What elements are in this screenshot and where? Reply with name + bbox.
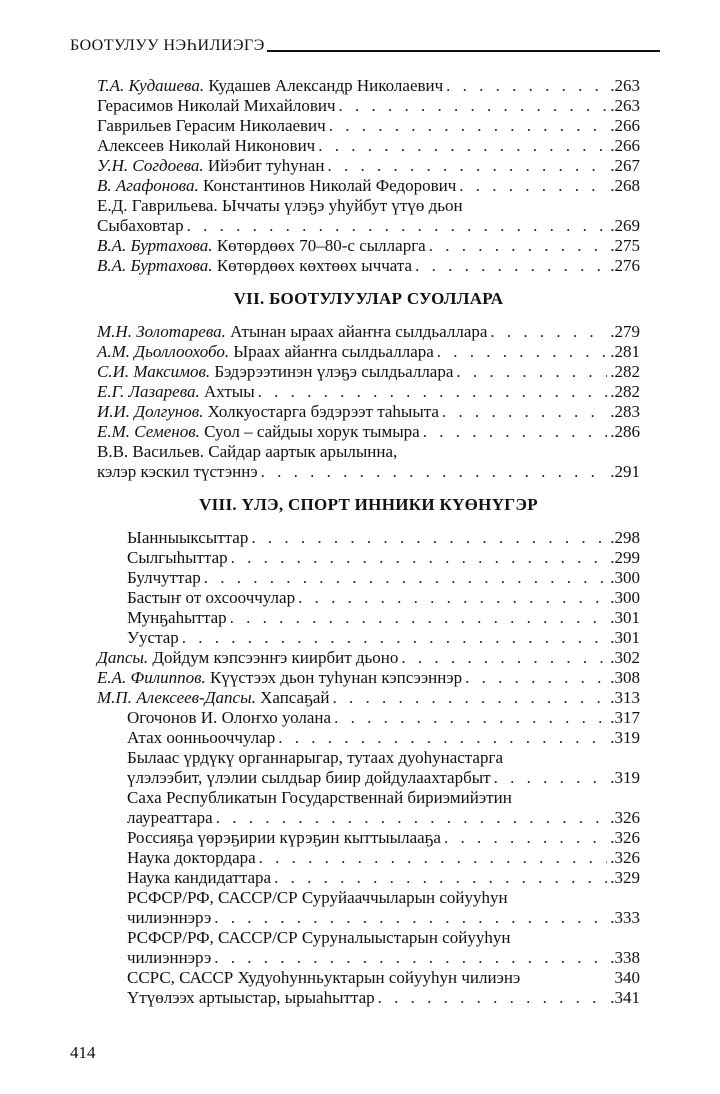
entry-title: Сыбаховтар: [97, 216, 184, 235]
entry-page: .263: [610, 76, 640, 95]
entry-author: В. Агафонова.: [97, 176, 199, 195]
entry-text: [127, 908, 211, 928]
entry-line: [97, 116, 640, 136]
toc-entry: [97, 236, 640, 256]
entry-author: Е.А. Филиппов.: [97, 668, 206, 687]
dot-leader: [258, 382, 608, 402]
toc-entry: [97, 528, 640, 548]
toc-entry: [97, 828, 640, 848]
entry-line: [97, 342, 640, 362]
entry-line: [97, 256, 640, 276]
dot-leader: [334, 708, 607, 728]
entry-title: Бастыҥ от охсооччулар: [127, 588, 296, 607]
toc-entry: [97, 708, 640, 728]
entry-page: .308: [610, 668, 640, 687]
toc-entry: [97, 968, 640, 988]
entry-text: [97, 462, 258, 482]
entry-text: [97, 176, 456, 196]
toc-entry: [97, 382, 640, 402]
entry-page: .333: [610, 908, 640, 927]
entry-line: [97, 568, 640, 588]
entry-line: [97, 708, 640, 728]
toc-entry: [97, 362, 640, 382]
entry-text: [97, 648, 398, 668]
dot-leader: [446, 76, 607, 96]
entry-text: [127, 948, 211, 968]
dot-leader: [259, 848, 608, 868]
entry-title: Бэдэрээтинэн үлэҕэ сылдьаллара: [214, 362, 454, 381]
section-title-vii: VII. БООТУЛУУЛАР СУОЛЛАРА: [233, 289, 504, 308]
entry-text: [127, 608, 227, 628]
entry-text: [127, 528, 248, 548]
toc-entry: [97, 608, 640, 628]
entry-title: РСФСР/РФ, САССР/СР Суруналыыстарын сойууһун: [127, 928, 511, 947]
toc-entry: [97, 848, 640, 868]
entry-page: .267: [610, 156, 640, 175]
entry-page: .319: [610, 728, 640, 747]
entry-page: .282: [610, 362, 640, 381]
entry-text: [97, 116, 326, 136]
dot-leader: [339, 96, 608, 116]
entry-title: Россияҕа үөрэҕирии күрэҕин кыттыылааҕа: [127, 828, 441, 847]
toc-entry: [97, 888, 640, 928]
dot-leader: [423, 422, 608, 442]
entry-line: [97, 988, 640, 1008]
entry-page: .299: [610, 548, 640, 567]
entry-text: [97, 156, 324, 176]
entry-page: .341: [610, 988, 640, 1007]
entry-line: [97, 156, 640, 176]
entry-line: [97, 608, 640, 628]
toc-entry: [97, 256, 640, 276]
toc-entry: [97, 588, 640, 608]
entry-line: [97, 628, 640, 648]
dot-leader: [214, 908, 607, 928]
entry-author: Е.Г. Лазарева.: [97, 382, 200, 401]
dot-leader: [429, 236, 608, 256]
entry-line: [97, 668, 640, 688]
entry-text: [97, 362, 453, 382]
toc-entry: [97, 116, 640, 136]
entry-title: Ыраах айаҥҥа сылдьаллара: [233, 342, 434, 361]
entry-title: Үтүөлээх артыыстар, ырыаһыттар: [127, 988, 375, 1007]
entry-line: [97, 928, 640, 948]
dot-leader: [459, 176, 607, 196]
toc-entry: [97, 568, 640, 588]
entry-text: [97, 76, 443, 96]
entry-title: чилиэннэрэ: [127, 948, 212, 967]
entry-text: [127, 768, 491, 788]
entry-text: [97, 136, 315, 156]
entry-title: Наука доктордара: [127, 848, 256, 867]
entry-title: Суол – сайдыы хорук тымыра: [204, 422, 420, 441]
entry-author: Дапсы.: [97, 648, 149, 667]
dot-leader: [318, 136, 607, 156]
entry-page: .275: [610, 236, 640, 255]
entry-line: [97, 788, 640, 808]
entry-line: [97, 236, 640, 256]
dot-leader: [327, 156, 607, 176]
entry-line: [97, 422, 640, 442]
entry-line: [97, 442, 640, 462]
entry-line: [97, 528, 640, 548]
entry-page: .266: [610, 136, 640, 155]
entry-title: Константинов Николай Федорович: [202, 176, 457, 195]
entry-text: [127, 848, 256, 868]
entry-author: Е.М. Семенов.: [97, 422, 200, 441]
entry-page: .329: [610, 868, 640, 887]
dot-leader: [278, 728, 607, 748]
toc-entry: [97, 156, 640, 176]
entry-text: [127, 588, 295, 608]
entry-author: М.Н. Золотарева.: [97, 322, 226, 341]
entry-line: [97, 588, 640, 608]
toc-block-3: [97, 528, 640, 1008]
entry-text: [97, 196, 463, 215]
toc-entry: [97, 548, 640, 568]
entry-author: С.И. Максимов.: [97, 362, 211, 381]
entry-author: М.П. Алексеев-Дапсы.: [97, 688, 256, 707]
entry-text: [127, 928, 510, 947]
entry-title: Холкуостарга бэдэрээт таһыыта: [207, 402, 439, 421]
toc-entry: [97, 928, 640, 968]
entry-line: [97, 382, 640, 402]
toc-entry: [97, 988, 640, 1008]
entry-text: [127, 568, 201, 588]
entry-page: 340: [614, 968, 640, 987]
entry-title: Атах оонньооччулар: [127, 728, 276, 747]
entry-page: .286: [610, 422, 640, 441]
toc-entry: [97, 728, 640, 748]
entry-page: .326: [610, 828, 640, 847]
entry-page: .269: [610, 216, 640, 235]
running-head: [70, 24, 660, 54]
entry-page: .317: [610, 708, 640, 727]
entry-text: [97, 342, 434, 362]
dot-leader: [401, 648, 607, 668]
entry-line: [97, 216, 640, 236]
toc-entry: [97, 96, 640, 116]
dot-leader: [216, 808, 608, 828]
entry-author: Т.А. Кудашева.: [97, 76, 205, 95]
entry-line: [97, 828, 640, 848]
entry-title: Көтөрдөөх 70–80-с сылларга: [216, 236, 426, 255]
entry-text: [97, 668, 462, 688]
toc-entry: [97, 402, 640, 422]
section-title-viii: VIII. ҮЛЭ, СПОРТ ИННИКИ КҮӨНҮГЭР: [199, 495, 538, 514]
dot-leader: [182, 628, 607, 648]
entry-page: .301: [610, 628, 640, 647]
entry-text: [127, 968, 520, 988]
toc-entry: [97, 748, 640, 788]
entry-author: У.Н. Согдоева.: [97, 156, 204, 175]
entry-page: .300: [610, 568, 640, 587]
entry-page: .263: [610, 96, 640, 115]
entry-line: [97, 688, 640, 708]
entry-title: Мунҕаһыттар: [127, 608, 227, 627]
entry-title: кэлэр кэскил түстэннэ: [97, 462, 258, 481]
toc-entry: [97, 136, 640, 156]
toc-entry: [97, 648, 640, 668]
entry-line: [97, 362, 640, 382]
toc-entry: [97, 868, 640, 888]
entry-page: .283: [610, 402, 640, 421]
toc-entry: [97, 788, 640, 828]
entry-title: Герасимов Николай Михайлович: [97, 96, 336, 115]
entry-text: [127, 548, 228, 568]
entry-text: [127, 748, 503, 767]
entry-page: .338: [610, 948, 640, 967]
entry-line: [97, 462, 640, 482]
entry-page: .319: [610, 768, 640, 787]
entry-line: [97, 848, 640, 868]
entry-title: үлэлээбит, үлэлии сылдьар биир дойдулаахтарбыт: [127, 768, 491, 787]
entry-page: .279: [610, 322, 640, 341]
entry-text: [127, 808, 213, 828]
toc-entry: [97, 322, 640, 342]
entry-title: ССРС, САССР Худуоһунньуктарын сойууһун чилиэнэ: [127, 968, 521, 987]
dot-leader: [378, 988, 608, 1008]
dot-leader: [274, 868, 607, 888]
entry-line: [97, 96, 640, 116]
toc-entry: [97, 688, 640, 708]
dot-leader: [494, 768, 608, 788]
toc-entry: [97, 442, 640, 482]
entry-page: .313: [610, 688, 640, 707]
entry-author: В.А. Буртахова.: [97, 256, 213, 275]
toc-block-1: [97, 76, 640, 276]
entry-text: [127, 868, 271, 888]
entry-page: .326: [610, 848, 640, 867]
entry-line: [97, 728, 640, 748]
dot-leader: [456, 362, 607, 382]
entry-title: Уустар: [127, 628, 179, 647]
entry-text: [97, 402, 439, 422]
dot-leader: [415, 256, 607, 276]
entry-line: [97, 402, 640, 422]
entry-line: [97, 322, 640, 342]
entry-text: [127, 728, 275, 748]
entry-page: .282: [610, 382, 640, 401]
entry-title: РСФСР/РФ, САССР/СР Суруйааччыларын сойууһун: [127, 888, 508, 907]
entry-page: .268: [610, 176, 640, 195]
entry-line: [97, 76, 640, 96]
entry-page: .281: [610, 342, 640, 361]
entry-title: Күүстээх дьон туһунан кэпсээннэр: [209, 668, 463, 687]
entry-title: Дойдум кэпсээнҥэ киирбит дьоно: [152, 648, 399, 667]
entry-text: [97, 216, 184, 236]
entry-line: [97, 768, 640, 788]
dot-leader: [329, 116, 608, 136]
entry-title: Саха Республикатын Государственнай бириэмийэтин: [127, 788, 512, 807]
entry-text: [97, 322, 487, 342]
entry-author: Е.Д. Гаврильева.: [97, 196, 218, 215]
entry-title: Гаврильев Герасим Николаевич: [97, 116, 326, 135]
entry-line: [97, 948, 640, 968]
page-number: 414: [70, 1043, 96, 1062]
dot-leader: [333, 688, 608, 708]
entry-page: .291: [610, 462, 640, 481]
entry-title: Кудашев Александр Николаевич: [208, 76, 444, 95]
dot-leader: [261, 462, 608, 482]
entry-page: .300: [610, 588, 640, 607]
entry-title: Ахтыы: [203, 382, 255, 401]
entry-title: Сайдар аартык арылынна,: [208, 442, 398, 461]
dot-leader: [187, 216, 608, 236]
toc-entry: [97, 196, 640, 236]
entry-title: Ыччаты үлэҕэ уһуйбут үтүө дьон: [221, 196, 463, 215]
entry-line: [97, 196, 640, 216]
entry-text: [127, 628, 179, 648]
entry-author: В.В. Васильев.: [97, 442, 205, 461]
entry-title: Хапсаҕай: [260, 688, 330, 707]
entry-title: Ыанныыксыттар: [127, 528, 249, 547]
entry-page: .326: [610, 808, 640, 827]
entry-title: Ийэбит туһунан: [207, 156, 325, 175]
dot-leader: [298, 588, 607, 608]
entry-text: [127, 988, 375, 1008]
entry-line: [97, 908, 640, 928]
entry-text: [97, 688, 330, 708]
entry-title: Булчуттар: [127, 568, 201, 587]
entry-title: Былаас үрдүкү органнарыгар, тутаах дуоһунастарга: [127, 748, 503, 767]
entry-author: И.И. Долгунов.: [97, 402, 204, 421]
entry-title: Наука кандидаттара: [127, 868, 272, 887]
entry-author: А.М. Дьоллоохобо.: [97, 342, 230, 361]
entry-text: [97, 422, 420, 442]
dot-leader: [231, 548, 608, 568]
entry-title: Көтөрдөөх көхтөөх ыччата: [216, 256, 413, 275]
dot-leader: [437, 342, 607, 362]
entry-author: В.А. Буртахова.: [97, 236, 213, 255]
entry-page: .302: [610, 648, 640, 667]
table-of-contents: [97, 76, 640, 1008]
dot-leader: [465, 668, 607, 688]
dot-leader: [230, 608, 608, 628]
entry-title: чилиэннэрэ: [127, 908, 212, 927]
entry-page: .298: [610, 528, 640, 547]
dot-leader: [442, 402, 607, 422]
entry-text: [97, 96, 336, 116]
running-head-rule: [267, 50, 660, 52]
entry-text: [97, 382, 255, 402]
entry-text: [127, 888, 508, 907]
entry-line: [97, 748, 640, 768]
toc-entry: [97, 176, 640, 196]
entry-line: [97, 808, 640, 828]
entry-title: Атынан ыраах айаҥҥа сылдьаллара: [230, 322, 488, 341]
dot-leader: [251, 528, 607, 548]
entry-title: Сылгыһыттар: [127, 548, 228, 567]
toc-block-2: [97, 322, 640, 482]
entry-line: [97, 136, 640, 156]
entry-line: [97, 868, 640, 888]
dot-leader: [444, 828, 607, 848]
entry-title: Огочонов И. Олоҥхо уолана: [127, 708, 332, 727]
running-head-title: БООТУЛУУ НЭҺИЛИЭГЭ: [70, 37, 265, 54]
dot-leader: [490, 322, 607, 342]
entry-page: .301: [610, 608, 640, 627]
toc-entry: [97, 422, 640, 442]
entry-text: [97, 442, 397, 461]
entry-text: [97, 256, 412, 276]
entry-line: [97, 648, 640, 668]
entry-page: .276: [610, 256, 640, 275]
entry-text: [127, 828, 441, 848]
entry-page: .266: [610, 116, 640, 135]
entry-text: [127, 708, 331, 728]
entry-line: [97, 176, 640, 196]
toc-entry: [97, 76, 640, 96]
entry-line: [97, 888, 640, 908]
entry-line: [97, 548, 640, 568]
entry-title: Алексеев Николай Никонович: [97, 136, 316, 155]
dot-leader: [204, 568, 608, 588]
dot-leader: [214, 948, 607, 968]
entry-line: [97, 968, 640, 988]
toc-entry: [97, 668, 640, 688]
toc-entry: [97, 342, 640, 362]
entry-title: лауреаттара: [127, 808, 213, 827]
entry-text: [127, 788, 512, 807]
toc-entry: [97, 628, 640, 648]
entry-text: [97, 236, 426, 256]
